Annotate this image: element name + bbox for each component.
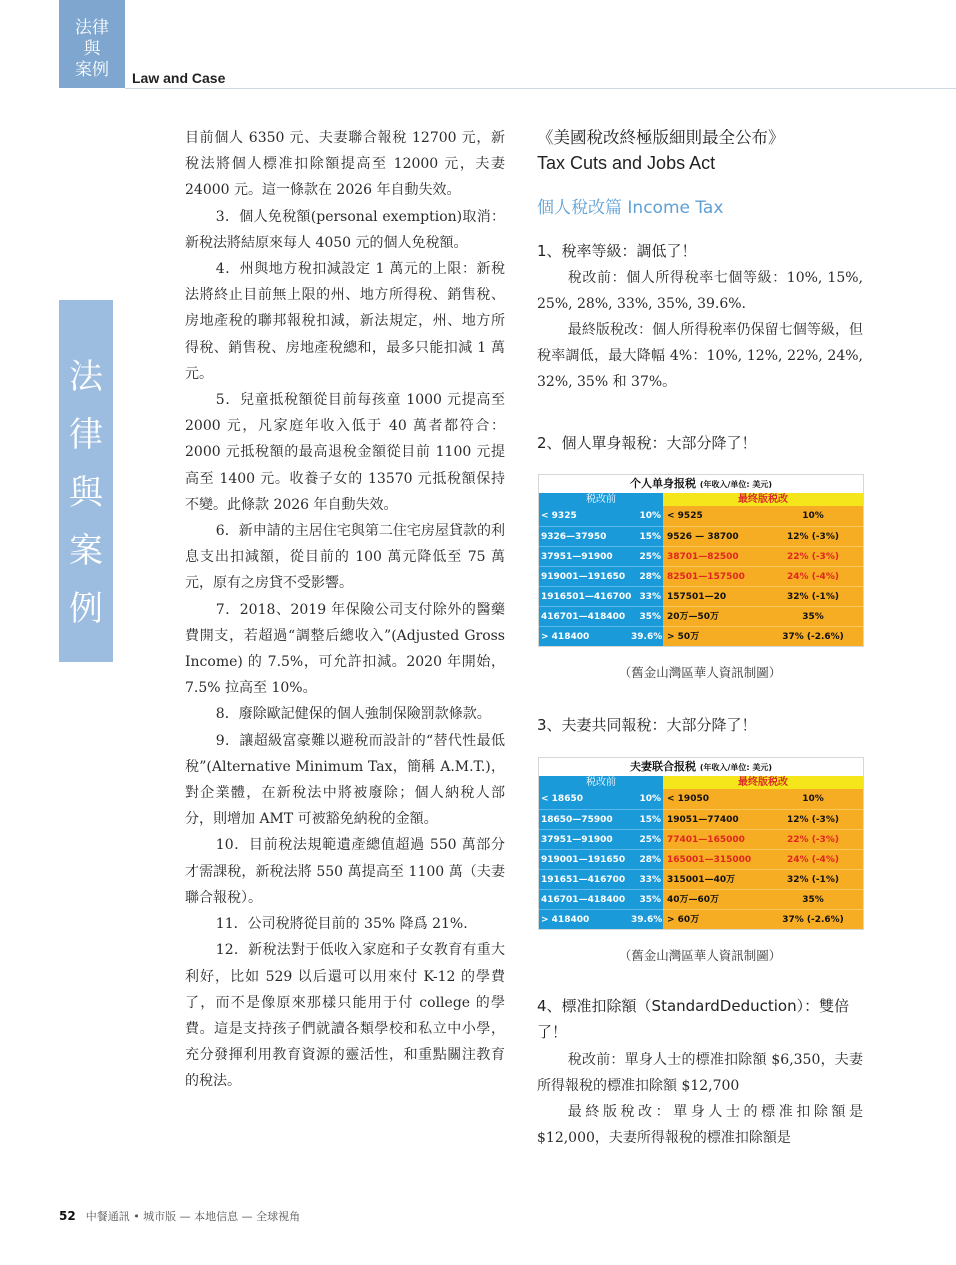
after-rate-cell: 10% bbox=[763, 789, 863, 809]
before-rate-cell: 10% bbox=[631, 506, 663, 526]
paragraph: 最終版稅改：個人所得稅率仍保留七個等級，但稅率調低，最大降幅 4%：10%, 12%, 22%, 24%, 32%, 35% 和 37%。 bbox=[537, 322, 863, 390]
before-range-cell: 919001—191650 bbox=[539, 566, 631, 586]
before-rate-cell: 35% bbox=[631, 606, 663, 626]
paragraph: 12．新稅法對于低收入家庭和子女教育有重大利好，比如 529 以后還可以用來付 K-12 的學費了，而不是像原來那樣只能用于付 college 的學費。這是支持孩子們就讀各類學校和私立中小學，充分發揮利用教育資源的靈活性，和重點關注教育的稅法。 bbox=[185, 942, 505, 1090]
paragraph: 6．新申請的主居住宅與第二住宅房屋貸款的利息支出扣減額，從目前的 100 萬元降低至 75 萬元，原有之房貸不受影響。 bbox=[185, 523, 505, 592]
side-tab-char: 律 bbox=[69, 415, 103, 455]
table-row bbox=[539, 586, 863, 606]
before-rate-cell: 10% bbox=[631, 789, 663, 809]
table-row bbox=[539, 849, 863, 869]
item-heading: 1、稅率等級：調低了！ bbox=[537, 242, 697, 260]
before-range-cell: > 418400 bbox=[539, 626, 631, 646]
after-rate-cell: 37% (-2.6%) bbox=[763, 626, 863, 646]
paragraph: 5．兒童抵稅額從目前每孩童 1000 元提高至 2000 元，凡家庭年收入低于 40 萬者都符合：2000 元抵稅額的最高退稅金額從目前 1100 元提高至 1400 元。收養子女的 13570 元抵稅額保持不變。此條款 2026 年自動失效。 bbox=[185, 392, 505, 513]
side-section-tab bbox=[59, 300, 113, 662]
after-range-cell: 20万—50万 bbox=[663, 606, 763, 626]
before-rate-cell: 39.6% bbox=[631, 626, 663, 646]
article-subtitle: Tax Cuts and Jobs Act bbox=[537, 153, 716, 173]
before-range-cell: < 9325 bbox=[539, 506, 631, 526]
item-heading: 3、夫妻共同報稅：大部分降了！ bbox=[537, 716, 757, 734]
header-after: 最终版税改 bbox=[663, 493, 863, 506]
table-row bbox=[539, 626, 863, 646]
paragraph: 8．廢除歐記健保的個人強制保險罰款條款。 bbox=[215, 706, 491, 723]
side-tab-char: 案 bbox=[69, 531, 103, 571]
page-footer bbox=[59, 1208, 300, 1224]
article-left-column bbox=[185, 125, 505, 1095]
table-row bbox=[539, 869, 863, 889]
before-range-cell: < 18650 bbox=[539, 789, 631, 809]
before-rate-cell: 33% bbox=[631, 586, 663, 606]
header-before: 税改前 bbox=[539, 493, 663, 506]
table-row bbox=[539, 789, 863, 809]
before-range-cell: 919001—191650 bbox=[539, 849, 631, 869]
paragraph: 最終版稅改：單身人士的標准扣除額是 $12,000，夫妻所得報稅的標准扣除額是 bbox=[537, 1104, 863, 1146]
tax-table-single bbox=[538, 474, 864, 647]
section-tag-line: 案例 bbox=[75, 60, 109, 80]
table-title bbox=[539, 475, 863, 493]
table-row bbox=[539, 566, 863, 586]
table-row bbox=[539, 546, 863, 566]
item-heading-block bbox=[537, 432, 863, 453]
before-range-cell: 191651—416700 bbox=[539, 869, 631, 889]
before-rate-cell: 28% bbox=[631, 566, 663, 586]
before-range-cell: 37951—91900 bbox=[539, 546, 631, 566]
paragraph: 9．讓超級富豪難以避稅而設計的“替代性最低稅”(Alternative Minimum Tax，簡稱 A.M.T.)，對企業體，在新稅法中將被廢除；個人納稅人部分，則增加 AMT 可被豁免納稅的金額。 bbox=[185, 732, 505, 828]
table-row bbox=[539, 526, 863, 546]
header-before: 税改前 bbox=[539, 776, 663, 789]
before-range-cell: 37951—91900 bbox=[539, 829, 631, 849]
paragraph: 稅改前：個人所得稅率七個等級：10%, 15%, 25%, 28%, 33%, 35%, 39.6%. bbox=[537, 270, 863, 312]
before-rate-cell: 15% bbox=[631, 526, 663, 546]
section-title-en: Law and Case bbox=[132, 70, 226, 86]
article-right-bottom bbox=[537, 993, 863, 1151]
after-rate-cell: 35% bbox=[763, 606, 863, 626]
after-range-cell: 157501—20 bbox=[663, 586, 763, 606]
item-heading-block bbox=[537, 714, 863, 735]
after-range-cell: > 60万 bbox=[663, 909, 763, 929]
item-heading: 4、標准扣除額（StandardDeduction）：雙倍了！ bbox=[537, 997, 850, 1041]
table-title-text: 个人单身报税 bbox=[629, 477, 696, 490]
section-tag-line: 法律 bbox=[75, 18, 109, 38]
before-rate-cell: 33% bbox=[631, 869, 663, 889]
section-heading: 個人稅改篇 Income Tax bbox=[537, 198, 724, 218]
side-tab-char: 與 bbox=[69, 473, 103, 513]
before-rate-cell: 25% bbox=[631, 829, 663, 849]
before-range-cell: 416701—418400 bbox=[539, 606, 631, 626]
after-range-cell: 40万—60万 bbox=[663, 889, 763, 909]
article-title: 《美國稅改終極版細則最全公布》 bbox=[537, 128, 785, 147]
table-title bbox=[539, 758, 863, 776]
before-rate-cell: 39.6% bbox=[631, 909, 663, 929]
header-after: 最终版税改 bbox=[663, 776, 863, 789]
table-title-text: 夫妻联合报税 bbox=[629, 760, 696, 773]
before-range-cell: 416701—418400 bbox=[539, 889, 631, 909]
after-range-cell: 77401—165000 bbox=[663, 829, 763, 849]
after-rate-cell: 22% (-3%) bbox=[763, 829, 863, 849]
after-range-cell: 9526 — 38700 bbox=[663, 526, 763, 546]
after-rate-cell: 24% (-4%) bbox=[763, 566, 863, 586]
after-range-cell: 19051—77400 bbox=[663, 809, 763, 829]
table-row bbox=[539, 889, 863, 909]
before-range-cell: > 418400 bbox=[539, 909, 631, 929]
after-rate-cell: 24% (-4%) bbox=[763, 849, 863, 869]
table-row bbox=[539, 829, 863, 849]
paragraph: 稅改前：單身人士的標准扣除額 $6,350，夫妻所得報稅的標准扣除額 $12,700 bbox=[537, 1052, 863, 1094]
after-rate-cell: 22% (-3%) bbox=[763, 546, 863, 566]
paragraph: 目前個人 6350 元、夫妻聯合報稅 12700 元，新稅法將個人標准扣除額提高至 12000 元，夫妻 24000 元。這一條款在 2026 年自動失效。 bbox=[185, 130, 505, 199]
before-rate-cell: 28% bbox=[631, 849, 663, 869]
table-row bbox=[539, 606, 863, 626]
after-rate-cell: 37% (-2.6%) bbox=[763, 909, 863, 929]
table-row bbox=[539, 506, 863, 526]
paragraph: 4．州與地方稅扣減設定 1 萬元的上限：新稅法將終止目前無上限的州、地方所得稅、銷售稅、房地產稅的聯邦報稅扣減，新法規定，州、地方所得稅、銷售稅、房地產稅總和，最多只能扣減 1 萬元。 bbox=[185, 261, 505, 382]
paragraph: 11．公司稅將從目前的 35% 降爲 21%. bbox=[215, 916, 468, 933]
after-rate-cell: 10% bbox=[763, 506, 863, 526]
after-range-cell: 315001—40万 bbox=[663, 869, 763, 889]
table-caption: （舊金山灣區華人資訊制圖） bbox=[618, 948, 782, 963]
paragraph: 3．個人免稅額(personal exemption)取消：新稅法將結原來每人 4050 元的個人免稅額。 bbox=[185, 208, 505, 251]
after-range-cell: < 9525 bbox=[663, 506, 763, 526]
article-right-column bbox=[537, 125, 863, 395]
before-rate-cell: 25% bbox=[631, 546, 663, 566]
paragraph: 10．目前稅法規範遺產總值超過 550 萬部分才需課稅，新稅法將 550 萬提高至 1100 萬（夫妻聯合報稅）。 bbox=[185, 837, 505, 906]
after-rate-cell: 35% bbox=[763, 889, 863, 909]
after-range-cell: > 50万 bbox=[663, 626, 763, 646]
header-divider bbox=[125, 88, 956, 89]
before-range-cell: 9326—37950 bbox=[539, 526, 631, 546]
item-heading: 2、個人單身報稅：大部分降了！ bbox=[537, 434, 757, 452]
before-range-cell: 18650—75900 bbox=[539, 809, 631, 829]
after-range-cell: 38701—82500 bbox=[663, 546, 763, 566]
tax-table-joint bbox=[538, 757, 864, 930]
footer-text: 中餐通訊 • 城市版 — 本地信息 — 全球視角 bbox=[85, 1210, 301, 1223]
after-rate-cell: 32% (-1%) bbox=[763, 869, 863, 889]
before-range-cell: 1916501—416700 bbox=[539, 586, 631, 606]
after-range-cell: 165001—315000 bbox=[663, 849, 763, 869]
paragraph: 7．2018、2019 年保險公司支付除外的醫藥費開支，若超過“調整后總收入”(Adjusted Gross Income) 的 7.5%，可允許扣減。2020 年開始，7.5% 拉高至 10%。 bbox=[185, 601, 505, 697]
side-tab-char: 法 bbox=[69, 357, 103, 397]
before-rate-cell: 15% bbox=[631, 809, 663, 829]
after-rate-cell: 12% (-3%) bbox=[763, 526, 863, 546]
page-number: 52 bbox=[59, 1209, 76, 1223]
section-tag bbox=[59, 0, 125, 88]
after-range-cell: < 19050 bbox=[663, 789, 763, 809]
table-row bbox=[539, 909, 863, 929]
before-rate-cell: 35% bbox=[631, 889, 663, 909]
section-tag-line: 與 bbox=[83, 39, 101, 59]
table-caption: （舊金山灣區華人資訊制圖） bbox=[618, 665, 782, 680]
after-rate-cell: 32% (-1%) bbox=[763, 586, 863, 606]
table-unit: (年收入/单位: 美元) bbox=[699, 480, 773, 489]
after-range-cell: 82501—157500 bbox=[663, 566, 763, 586]
side-tab-char: 例 bbox=[69, 589, 103, 629]
table-header bbox=[539, 493, 863, 506]
table-row bbox=[539, 809, 863, 829]
after-rate-cell: 12% (-3%) bbox=[763, 809, 863, 829]
table-header bbox=[539, 776, 863, 789]
table-unit: (年收入/单位: 美元) bbox=[699, 763, 773, 772]
